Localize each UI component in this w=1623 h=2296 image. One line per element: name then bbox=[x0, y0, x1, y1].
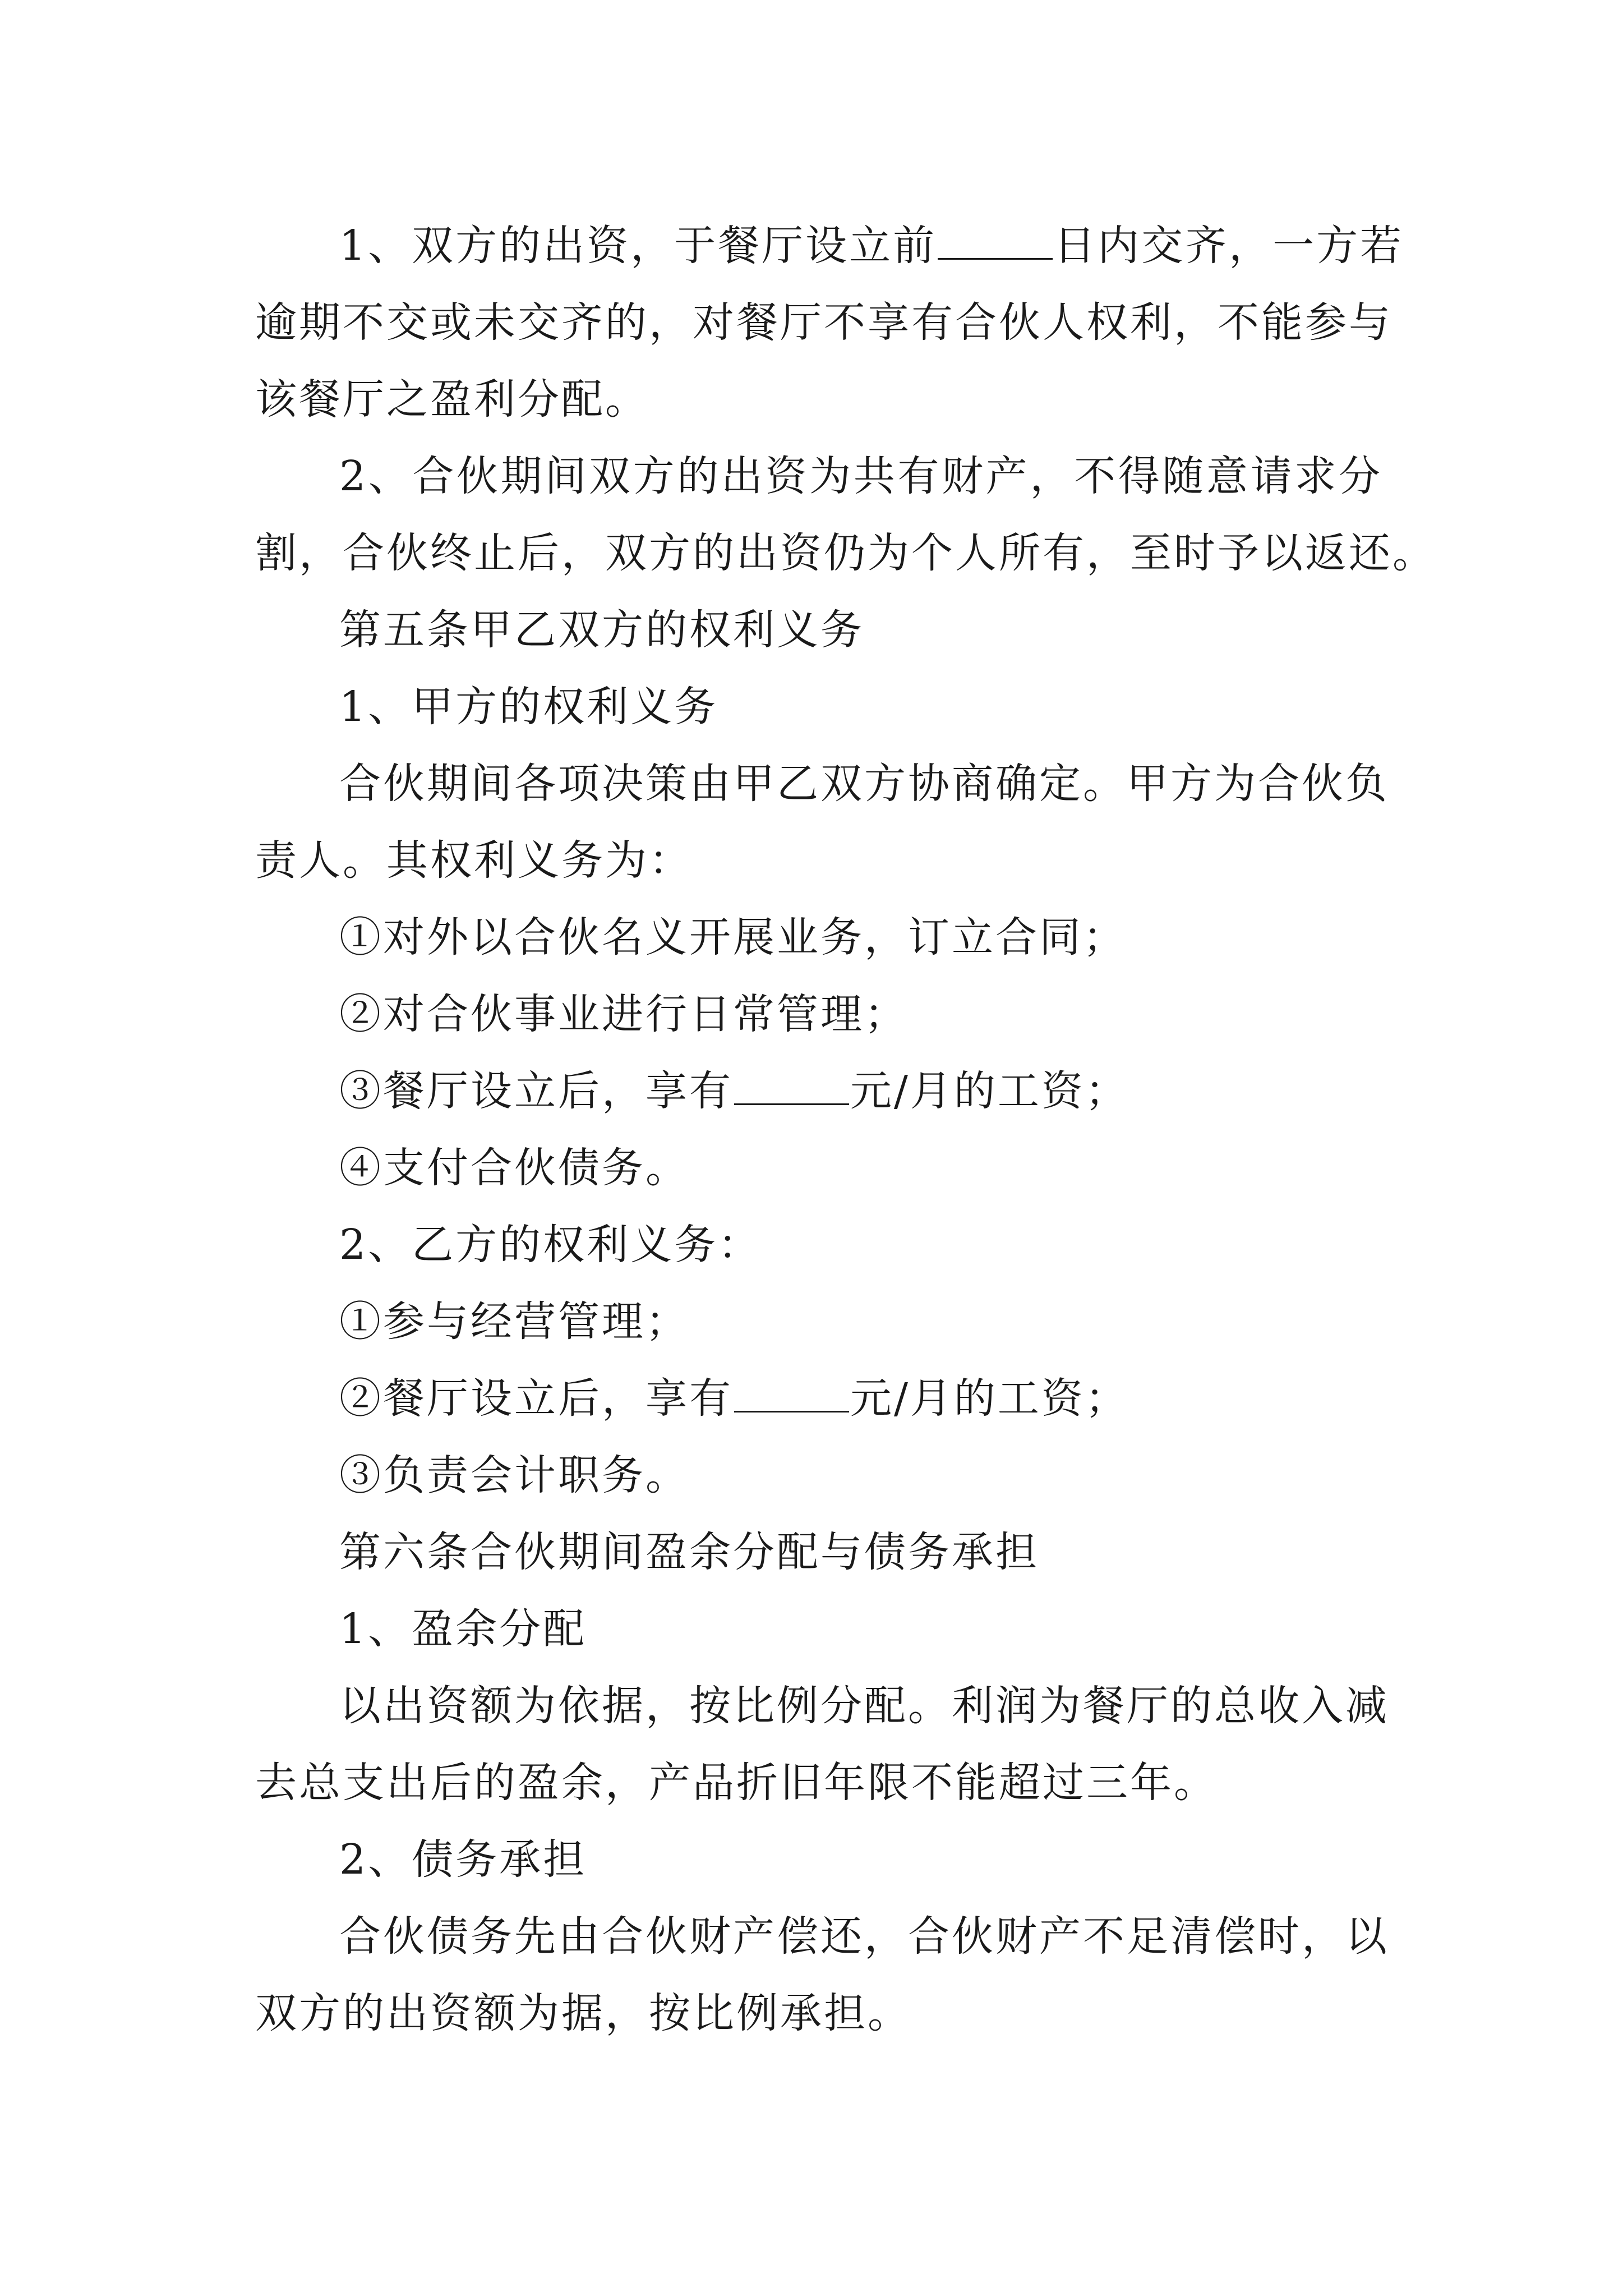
text-line: 责人。其权利义务为： bbox=[255, 836, 693, 885]
text-line: 去总支出后的盈余，产品折旧年限不能超过三年。 bbox=[255, 1759, 1218, 1807]
text-segment: 日内交齐，一方若 bbox=[1054, 222, 1404, 270]
list-item: ③负责会计职务。 bbox=[339, 1451, 689, 1499]
paragraph-common-property bbox=[255, 438, 1436, 592]
text-line: 合伙期间各项决策由甲乙双方协商确定。甲方为合伙负 bbox=[339, 760, 1389, 808]
text-segment: 元/月的工资； bbox=[850, 1374, 1129, 1423]
text-segment: ③餐厅设立后，享有 bbox=[339, 1067, 733, 1115]
text-segment: 1、双方的出资，于餐厅设立前 bbox=[339, 222, 937, 270]
list-item bbox=[255, 1053, 1382, 1130]
document-body bbox=[255, 208, 1436, 2052]
text-line: 该餐厅之盈利分配。 bbox=[255, 375, 649, 424]
paragraph-capital-deadline bbox=[255, 208, 1404, 438]
fill-in-blank bbox=[734, 1070, 849, 1105]
section-heading: 1、甲方的权利义务 bbox=[339, 683, 718, 731]
clause-heading: 第六条合伙期间盈余分配与债务承担 bbox=[339, 1528, 1039, 1576]
section-heading: 2、债务承担 bbox=[339, 1835, 587, 1884]
clause-heading: 第五条甲乙双方的权利义务 bbox=[339, 606, 864, 654]
fill-in-blank bbox=[938, 224, 1053, 260]
section-heading: 2、乙方的权利义务： bbox=[339, 1221, 762, 1269]
paragraph-debt-bearing bbox=[255, 1898, 1389, 2052]
list-item bbox=[255, 1360, 1382, 1437]
text-segment: ②餐厅设立后，享有 bbox=[339, 1374, 733, 1423]
list-item: ①对外以合伙名义开展业务，订立合同； bbox=[339, 913, 1127, 961]
paragraph-party-a-intro bbox=[255, 746, 1389, 899]
list-item: ①参与经营管理； bbox=[339, 1297, 689, 1346]
text-segment: 元/月的工资； bbox=[850, 1067, 1129, 1115]
list-item: ④支付合伙债务。 bbox=[339, 1144, 689, 1192]
text-line bbox=[255, 208, 1404, 284]
text-line: 双方的出资额为据，按比例承担。 bbox=[255, 1989, 911, 2037]
text-line: 逾期不交或未交齐的，对餐厅不享有合伙人权利，不能参与 bbox=[255, 298, 1393, 347]
text-line: 合伙债务先由合伙财产偿还，合伙财产不足清偿时，以 bbox=[339, 1912, 1389, 1961]
list-item: ②对合伙事业进行日常管理； bbox=[339, 990, 908, 1038]
section-heading: 1、盈余分配 bbox=[339, 1605, 587, 1653]
paragraph-profit-distribution bbox=[255, 1668, 1389, 1821]
fill-in-blank bbox=[734, 1377, 849, 1412]
text-line: 割，合伙终止后，双方的出资仍为个人所有，至时予以返还。 bbox=[255, 529, 1436, 577]
text-line: 以出资额为依据，按比例分配。利润为餐厅的总收入减 bbox=[339, 1682, 1389, 1730]
text-line: 2、合伙期间双方的出资为共有财产，不得随意请求分 bbox=[339, 452, 1382, 500]
